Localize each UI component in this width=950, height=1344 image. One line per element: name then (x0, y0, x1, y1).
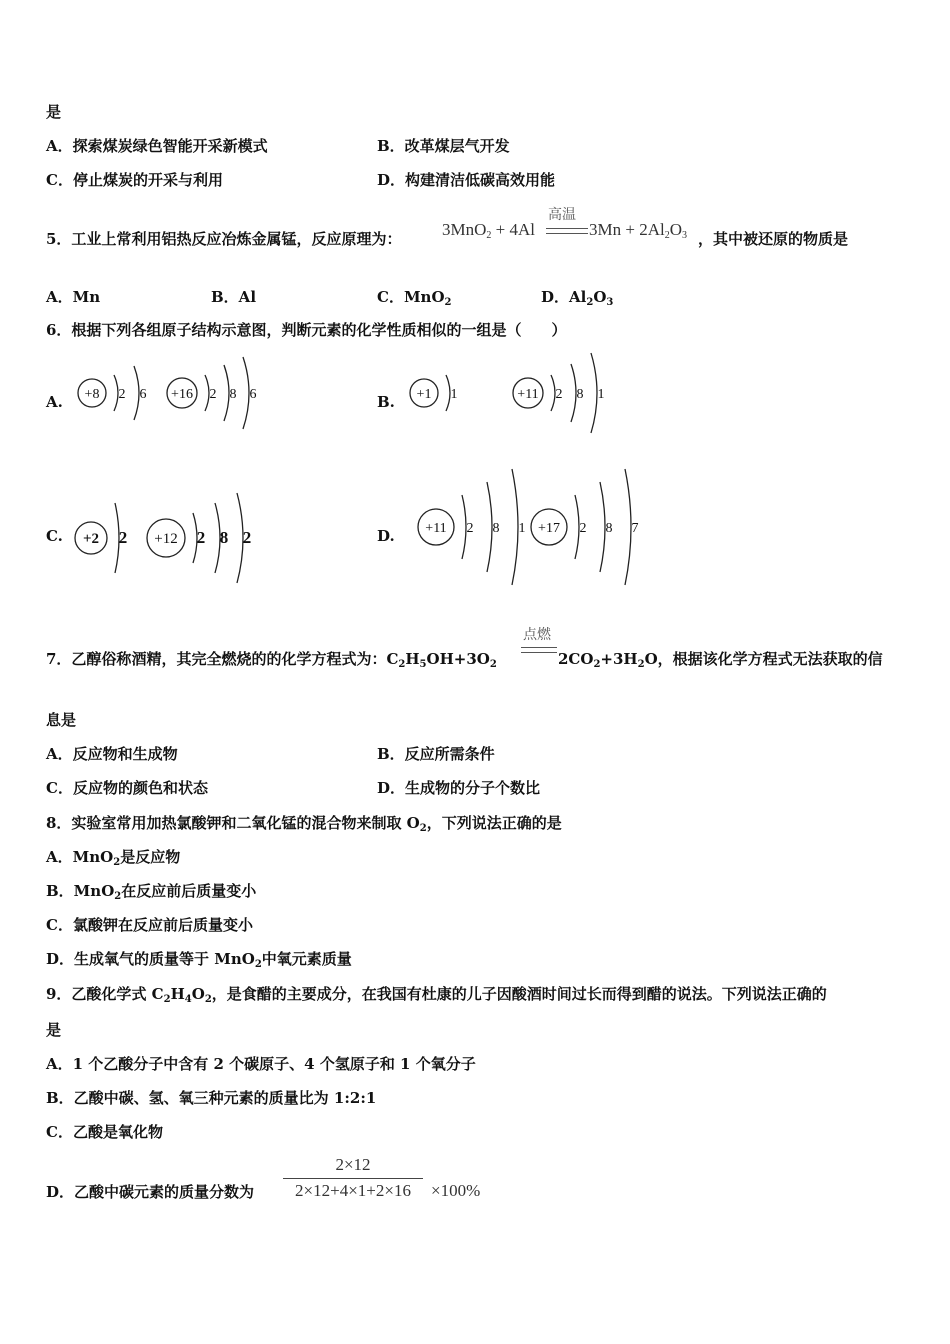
electron-shell-arc (134, 366, 139, 420)
q7-option-a[interactable]: A．反应物和生成物 (46, 745, 178, 763)
q7-option-d[interactable]: D．生成物的分子个数比 (377, 779, 541, 797)
electron-shell-arc (575, 495, 579, 559)
atom-a1 (78, 366, 147, 420)
q9-option-b[interactable]: B．乙酸中碳、氢、氧三种元素的质量比为 1:2:1 (46, 1089, 377, 1107)
electron-shell-arc (487, 482, 492, 572)
electron-count: 2 (209, 387, 217, 402)
electron-count: 1 (450, 387, 458, 402)
q5-option-a[interactable]: A．Mn (46, 288, 101, 306)
electron-shell-arc (551, 375, 555, 411)
q5-option-c[interactable]: C．MnO$_2$ (377, 288, 452, 308)
electron-shell-arc (446, 375, 450, 411)
atom-d2 (531, 469, 639, 585)
electron-shell-arc (625, 469, 631, 585)
electron-shell-arc (591, 353, 597, 433)
atom-c2 (147, 493, 251, 583)
q4-option-b[interactable]: B．改革煤层气开发 (377, 137, 510, 155)
electron-shell-arc (600, 482, 605, 572)
nucleus-charge: +11 (517, 387, 539, 402)
q8-option-b[interactable]: B．MnO$_2$在反应前后质量变小 (46, 882, 257, 902)
q7-stem: 7．乙醇俗称酒精，其完全燃烧的的化学方程式为：$C_2H_5OH+3O_2$ (46, 650, 497, 670)
q4-option-c[interactable]: C．停止煤炭的开采与利用 (46, 171, 223, 189)
nucleus-charge: +2 (82, 531, 100, 547)
electron-shell-arc (114, 375, 118, 411)
electron-count: 2 (118, 528, 128, 547)
q4-option-d[interactable]: D．构建清洁低碳高效用能 (377, 171, 556, 189)
atom-a2 (167, 357, 257, 429)
electron-count: 7 (631, 521, 639, 536)
q6-option-b-label[interactable]: B. (377, 393, 395, 411)
q9-stem-tail: 是 (46, 1021, 62, 1039)
q8-option-d[interactable]: D．生成氧气的质量等于 MnO$_2$中氧元素质量 (46, 950, 352, 970)
q8-option-c[interactable]: C．氯酸钾在反应前后质量变小 (46, 916, 253, 934)
q6-option-d-label[interactable]: D. (377, 527, 395, 545)
electron-shell-arc (462, 495, 466, 559)
q5-option-d[interactable]: D．$Al_2O_3$ (541, 288, 614, 308)
q7-stem-products: $2CO_2+3H_2O$，根据该化学方程式无法获取的信 (558, 650, 883, 670)
electron-count: 8 (492, 521, 500, 536)
nucleus-charge: +1 (416, 387, 432, 402)
electron-count: 6 (249, 387, 257, 402)
electron-count: 8 (605, 521, 613, 536)
q9-option-a[interactable]: A．1 个乙酸分子中含有 2 个碳原子、4 个氢原子和 1 个氧分子 (46, 1055, 476, 1073)
q5-stem: 5．工业上常利用铝热反应冶炼金属锰，反应原理为： (46, 230, 402, 248)
q4-stem-tail: 是 (46, 103, 62, 121)
q9-option-d[interactable]: D．乙酸中碳元素的质量分数为 (46, 1183, 255, 1201)
q7-stem-tail: 息是 (46, 711, 77, 729)
q6-stem: 6．根据下列各组原子结构示意图，判断元素的化学性质相似的一组是（ ） (46, 321, 567, 339)
q9-fraction-suffix: ×100% (431, 1181, 481, 1200)
atom-d1 (418, 469, 526, 585)
q4-option-a[interactable]: A．探索煤炭绿色智能开采新模式 (46, 137, 268, 155)
q5-condition: 高温 (548, 207, 576, 223)
electron-count: 2 (196, 528, 206, 547)
q6-diagrams (0, 0, 950, 600)
electron-count: 1 (518, 521, 526, 536)
nucleus-charge: +17 (538, 521, 560, 536)
q7-option-c[interactable]: C．反应物的颜色和状态 (46, 779, 208, 797)
q9-fraction-bar (283, 1178, 423, 1179)
electron-count: 2 (118, 387, 126, 402)
atom-c1 (75, 503, 127, 573)
q7-option-b[interactable]: B．反应所需条件 (377, 745, 495, 763)
q6-option-c-label[interactable]: C. (46, 527, 63, 545)
electron-shell-arc (512, 469, 518, 585)
electron-count: 1 (597, 387, 605, 402)
q9-option-c[interactable]: C．乙酸是氧化物 (46, 1123, 163, 1141)
electron-count: 8 (576, 387, 584, 402)
q5-equation-right: $3Mn + 2Al_2O_3$ (589, 220, 687, 241)
electron-count: 2 (466, 521, 474, 536)
q9-stem: 9．乙酸化学式 $C_2H_4O_2$，是食醋的主要成分，在我国有杜康的儿子因酸酒时间过长而得到醋的说法。下列说法正确的 (46, 985, 827, 1005)
electron-count: 2 (242, 528, 252, 547)
q6-option-a-label[interactable]: A. (46, 393, 63, 411)
electron-count: 2 (579, 521, 587, 536)
q8-stem: 8．实验室常用加热氯酸钾和二氧化锰的混合物来制取 $O_2$，下列说法正确的是 (46, 814, 562, 834)
q8-option-a[interactable]: A．MnO$_2$是反应物 (46, 848, 181, 868)
atom-b1 (410, 375, 458, 411)
q5-stem-end: ，其中被还原的物质是 (698, 230, 849, 248)
atom-b2 (513, 353, 605, 433)
nucleus-charge: +11 (425, 521, 447, 536)
q5-option-b[interactable]: B．Al (211, 288, 257, 306)
q9-fraction-denominator: 2×12+4×1+2×16 (295, 1181, 411, 1200)
electron-shell-arc (205, 375, 209, 411)
nucleus-charge: +8 (84, 387, 100, 402)
electron-count: 8 (219, 528, 229, 547)
electron-count: 6 (139, 387, 147, 402)
q9-fraction-numerator: 2×12 (335, 1155, 371, 1174)
nucleus-charge: +16 (171, 387, 193, 402)
electron-count: 2 (555, 387, 563, 402)
q7-condition: 点燃 (523, 627, 551, 643)
electron-shell-arc (571, 364, 576, 422)
electron-shell-arc (243, 357, 249, 429)
electron-shell-arc (224, 365, 229, 421)
nucleus-charge: +12 (154, 531, 178, 547)
q5-equation-left: 3MnO$_2$ + 4Al (442, 220, 535, 241)
electron-count: 8 (229, 387, 237, 402)
q7-equals-sign (521, 647, 557, 653)
